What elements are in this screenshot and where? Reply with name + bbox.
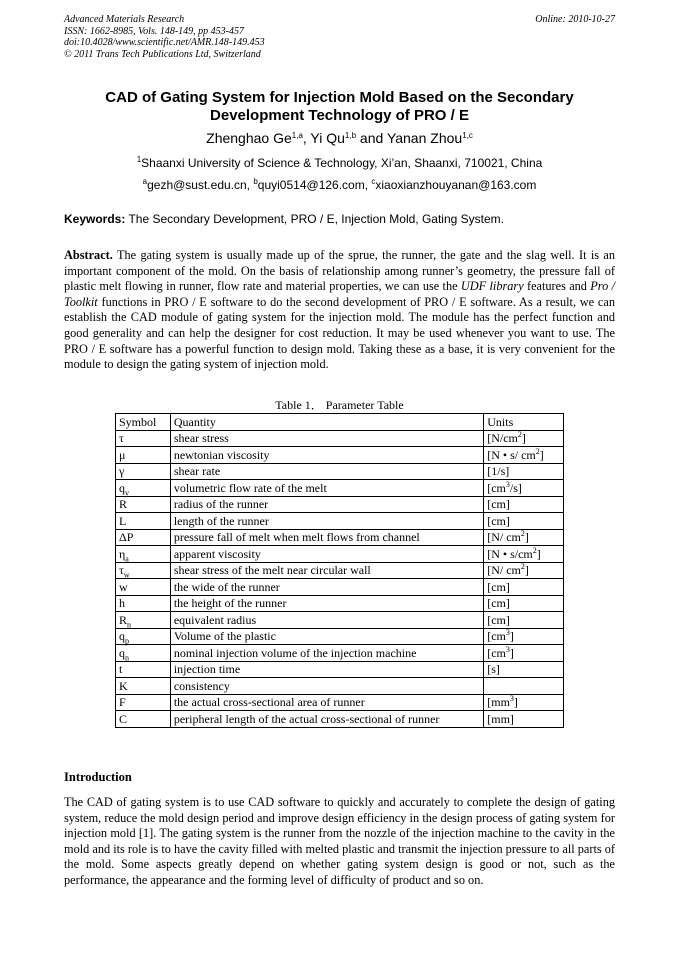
quantity-cell: length of the runner bbox=[170, 513, 483, 530]
units-text: [cm bbox=[487, 480, 506, 495]
author-name: Zhenghao Ge bbox=[206, 130, 292, 146]
symbol-text: F bbox=[119, 695, 126, 710]
email-list bbox=[64, 178, 615, 193]
email-mark: b bbox=[253, 177, 258, 186]
quantity-cell: Volume of the plastic bbox=[170, 628, 483, 645]
copyright-line: © 2011 Trans Tech Publications Ltd, Switzerland bbox=[64, 48, 261, 60]
units-text: [N • s/cm bbox=[487, 546, 533, 561]
abstract-toolkit-term: Pro / Toolkit bbox=[64, 279, 615, 309]
journal-header bbox=[64, 14, 265, 60]
symbol-text: L bbox=[119, 513, 127, 528]
author-name: Yi Qu bbox=[310, 130, 345, 146]
units-text-end: ] bbox=[513, 695, 518, 710]
units-text-end: ] bbox=[536, 546, 541, 561]
units-text-end: /s] bbox=[509, 480, 522, 495]
table-row bbox=[116, 595, 564, 612]
keywords-label: Keywords: bbox=[64, 212, 126, 226]
table-row bbox=[116, 711, 564, 728]
issn-line: ISSN: 1662-8985, Vols. 148-149, pp 453-457 bbox=[64, 25, 244, 37]
symbol-text: q bbox=[119, 645, 125, 660]
author-affil-mark: 1,b bbox=[344, 131, 357, 140]
table-caption: Table 1． Parameter Table bbox=[275, 398, 404, 412]
symbol-cell bbox=[116, 595, 171, 612]
units-superscript: 3 bbox=[509, 694, 514, 704]
symbol-text: τ bbox=[119, 431, 124, 446]
units-cell bbox=[484, 496, 564, 513]
symbol-text: w bbox=[119, 579, 128, 594]
affiliation bbox=[64, 156, 615, 171]
units-text: [1/s] bbox=[487, 464, 510, 479]
table-row bbox=[116, 678, 564, 695]
symbol-cell bbox=[116, 579, 171, 596]
units-text-end: ] bbox=[524, 530, 529, 545]
quantity-cell: nominal injection volume of the injection machine bbox=[170, 645, 483, 662]
abstract-label: Abstract. bbox=[64, 248, 113, 262]
quantity-cell: pressure fall of melt when melt flows from channel bbox=[170, 529, 483, 546]
table-row bbox=[116, 628, 564, 645]
header-units: Units bbox=[484, 414, 564, 431]
symbol-cell bbox=[116, 447, 171, 464]
units-text: [cm bbox=[487, 629, 506, 644]
units-cell bbox=[484, 546, 564, 563]
units-text: [cm] bbox=[487, 612, 510, 627]
units-cell bbox=[484, 628, 564, 645]
table-row bbox=[116, 661, 564, 678]
affiliation-text: Shaanxi University of Science & Technology, Xi’an, Shaanxi, 710021, China bbox=[141, 156, 543, 170]
symbol-cell bbox=[116, 645, 171, 662]
header-quantity: Quantity bbox=[170, 414, 483, 431]
units-superscript: 2 bbox=[532, 545, 537, 555]
units-text: [cm] bbox=[487, 596, 510, 611]
author-name: Yanan Zhou bbox=[386, 130, 463, 146]
symbol-cell bbox=[116, 463, 171, 480]
units-text-end: ] bbox=[521, 431, 526, 446]
quantity-cell: consistency bbox=[170, 678, 483, 695]
symbol-text: q bbox=[119, 629, 125, 644]
symbol-text: ΔP bbox=[119, 530, 134, 545]
units-text: [N/ cm bbox=[487, 563, 521, 578]
author-list bbox=[64, 130, 615, 147]
parameter-table bbox=[115, 413, 564, 728]
quantity-cell: shear rate bbox=[170, 463, 483, 480]
symbol-text: t bbox=[119, 662, 123, 677]
quantity-cell: newtonian viscosity bbox=[170, 447, 483, 464]
introduction-text: The CAD of gating system is to use CAD software to quickly and accurately to complete the design of gating system, reduce the mold design period and improve design efficiency in the design process of gating system for injection mold [1]. The gating system is the runner from the nozzle of the injection machine to the cavity in the mold and its role is to have the cavity filled with melted plastic and transmit the injection pressure to all parts of the mold. Some aspects greatly depend on whether gating system design is good or not, such as the performance, the appearance and the forming level of difficulty of product and so on. bbox=[64, 795, 615, 887]
symbol-text: q bbox=[119, 480, 125, 495]
symbol-cell bbox=[116, 430, 171, 447]
email-link[interactable]: xiaoxianzhouyanan@163.com bbox=[375, 178, 537, 192]
journal-name: Advanced Materials Research bbox=[64, 14, 185, 25]
email-mark: a bbox=[142, 177, 148, 186]
symbol-cell bbox=[116, 529, 171, 546]
units-text: [N • s/ cm bbox=[487, 447, 536, 462]
symbol-text: τ bbox=[119, 563, 124, 578]
units-cell bbox=[484, 447, 564, 464]
symbol-text: h bbox=[119, 596, 125, 611]
units-text: [cm] bbox=[487, 579, 510, 594]
units-text: [mm bbox=[487, 695, 510, 710]
table-row bbox=[116, 529, 564, 546]
units-superscript: 2 bbox=[535, 446, 540, 456]
abstract-text: features and bbox=[523, 279, 591, 294]
units-cell bbox=[484, 645, 564, 662]
email-mark: c bbox=[371, 177, 376, 186]
units-text: [cm] bbox=[487, 497, 510, 512]
units-superscript: 2 bbox=[520, 562, 525, 572]
symbol-cell bbox=[116, 480, 171, 497]
units-cell bbox=[484, 529, 564, 546]
symbol-subscript: p bbox=[125, 636, 129, 646]
abstract-text: functions in PRO / E software to do the second development of PRO / E software. As a result, we can establish the CAD module of gating system for the injection mold. The module has the perfect function and good generality and can help the designer for cost reduction. It may be used whenever you want to use. The PRO / E software has a powerful function to design mold. Taking these as a base, it is very convenient for the module to design the gating system of injection mold. bbox=[64, 294, 615, 372]
author-separator: and bbox=[356, 130, 387, 146]
symbol-subscript: w bbox=[123, 570, 130, 580]
units-cell bbox=[484, 694, 564, 711]
units-text-end: ] bbox=[509, 629, 514, 644]
title-line-2: Development Technology of PRO / E bbox=[210, 107, 469, 124]
table-row bbox=[116, 513, 564, 530]
quantity-cell: shear stress of the melt near circular wall bbox=[170, 562, 483, 579]
quantity-cell: shear stress bbox=[170, 430, 483, 447]
units-cell bbox=[484, 661, 564, 678]
quantity-cell: volumetric flow rate of the melt bbox=[170, 480, 483, 497]
abstract bbox=[64, 248, 615, 373]
units-cell bbox=[484, 711, 564, 728]
symbol-subscript: v bbox=[125, 488, 129, 498]
quantity-cell: injection time bbox=[170, 661, 483, 678]
table-row bbox=[116, 480, 564, 497]
table-row bbox=[116, 430, 564, 447]
keywords bbox=[64, 212, 615, 227]
table-row bbox=[116, 546, 564, 563]
keywords-text: The Secondary Development, PRO / E, Injection Mold, Gating System. bbox=[125, 212, 504, 226]
units-superscript: 3 bbox=[505, 479, 510, 489]
symbol-text: C bbox=[119, 711, 128, 726]
symbol-cell bbox=[116, 711, 171, 728]
table-row bbox=[116, 579, 564, 596]
header-symbol: Symbol bbox=[116, 414, 171, 431]
units-text: [s] bbox=[487, 662, 500, 677]
author-affil-mark: 1,c bbox=[462, 131, 473, 140]
units-cell bbox=[484, 612, 564, 629]
symbol-cell bbox=[116, 628, 171, 645]
symbol-text: R bbox=[119, 612, 128, 627]
units-cell bbox=[484, 513, 564, 530]
symbol-subscript: n bbox=[125, 653, 129, 663]
symbol-cell bbox=[116, 562, 171, 579]
author-affil-mark: 1,a bbox=[291, 131, 303, 140]
units-cell bbox=[484, 480, 564, 497]
symbol-text: μ bbox=[119, 447, 126, 462]
symbol-text: K bbox=[119, 678, 128, 693]
units-text-end: ] bbox=[524, 563, 529, 578]
units-superscript: 3 bbox=[505, 644, 510, 654]
units-superscript: 2 bbox=[520, 529, 525, 539]
table-row bbox=[116, 694, 564, 711]
units-text: [cm] bbox=[487, 513, 510, 528]
table-row bbox=[116, 562, 564, 579]
quantity-cell: the wide of the runner bbox=[170, 579, 483, 596]
units-cell bbox=[484, 579, 564, 596]
author-separator: , bbox=[302, 130, 311, 146]
doi-line: doi:10.4028/www.scientific.net/AMR.148-149.453 bbox=[64, 37, 265, 48]
email-link[interactable]: quyi0514@126.com, bbox=[257, 178, 372, 192]
units-text-end: ] bbox=[539, 447, 544, 462]
units-cell bbox=[484, 463, 564, 480]
quantity-cell: the actual cross-sectional area of runner bbox=[170, 694, 483, 711]
units-text: [N/ cm bbox=[487, 530, 521, 545]
symbol-subscript: a bbox=[125, 554, 129, 564]
title-line-1: CAD of Gating System for Injection Mold Based on the Secondary bbox=[105, 89, 574, 106]
units-superscript: 2 bbox=[517, 430, 522, 440]
units-text: [N/cm bbox=[487, 431, 518, 446]
paper-title bbox=[64, 89, 615, 125]
symbol-text: R bbox=[119, 497, 128, 512]
symbol-text: γ bbox=[119, 464, 125, 479]
introduction-heading: Introduction bbox=[64, 770, 132, 784]
quantity-cell: apparent viscosity bbox=[170, 546, 483, 563]
units-cell bbox=[484, 430, 564, 447]
symbol-cell bbox=[116, 496, 171, 513]
online-date: Online: 2010-10-27 bbox=[535, 14, 615, 25]
affiliation-mark: 1 bbox=[136, 155, 142, 164]
units-superscript: 3 bbox=[505, 628, 510, 638]
units-text: [mm] bbox=[487, 711, 514, 726]
quantity-cell: peripheral length of the actual cross-sectional of runner bbox=[170, 711, 483, 728]
symbol-cell bbox=[116, 678, 171, 695]
units-cell bbox=[484, 595, 564, 612]
units-text: [cm bbox=[487, 645, 506, 660]
quantity-cell: equivalent radius bbox=[170, 612, 483, 629]
symbol-cell bbox=[116, 661, 171, 678]
symbol-subscript: n bbox=[127, 620, 132, 630]
table-row bbox=[116, 645, 564, 662]
abstract-text: The gating system is usually made up of the sprue, the runner, the gate and the slag well. It is an important component of the mold. On the basis of relationship among runner’s geometry, the pressure fall of plastic melt flowing in runner, flow rate and material properties, we can use the bbox=[64, 248, 615, 294]
table-body bbox=[116, 430, 564, 727]
abstract-udf-term: UDF library bbox=[460, 279, 524, 294]
table-row bbox=[116, 496, 564, 513]
email-link[interactable]: gezh@sust.edu.cn, bbox=[147, 178, 254, 192]
symbol-cell bbox=[116, 612, 171, 629]
units-cell bbox=[484, 562, 564, 579]
symbol-cell bbox=[116, 694, 171, 711]
table-row bbox=[116, 463, 564, 480]
quantity-cell: the height of the runner bbox=[170, 595, 483, 612]
table-header-row bbox=[116, 414, 564, 431]
units-text-end: ] bbox=[509, 645, 514, 660]
table-row bbox=[116, 447, 564, 464]
symbol-text: η bbox=[119, 546, 126, 561]
units-cell bbox=[484, 678, 564, 695]
table-row bbox=[116, 612, 564, 629]
symbol-cell bbox=[116, 546, 171, 563]
symbol-cell bbox=[116, 513, 171, 530]
quantity-cell: radius of the runner bbox=[170, 496, 483, 513]
